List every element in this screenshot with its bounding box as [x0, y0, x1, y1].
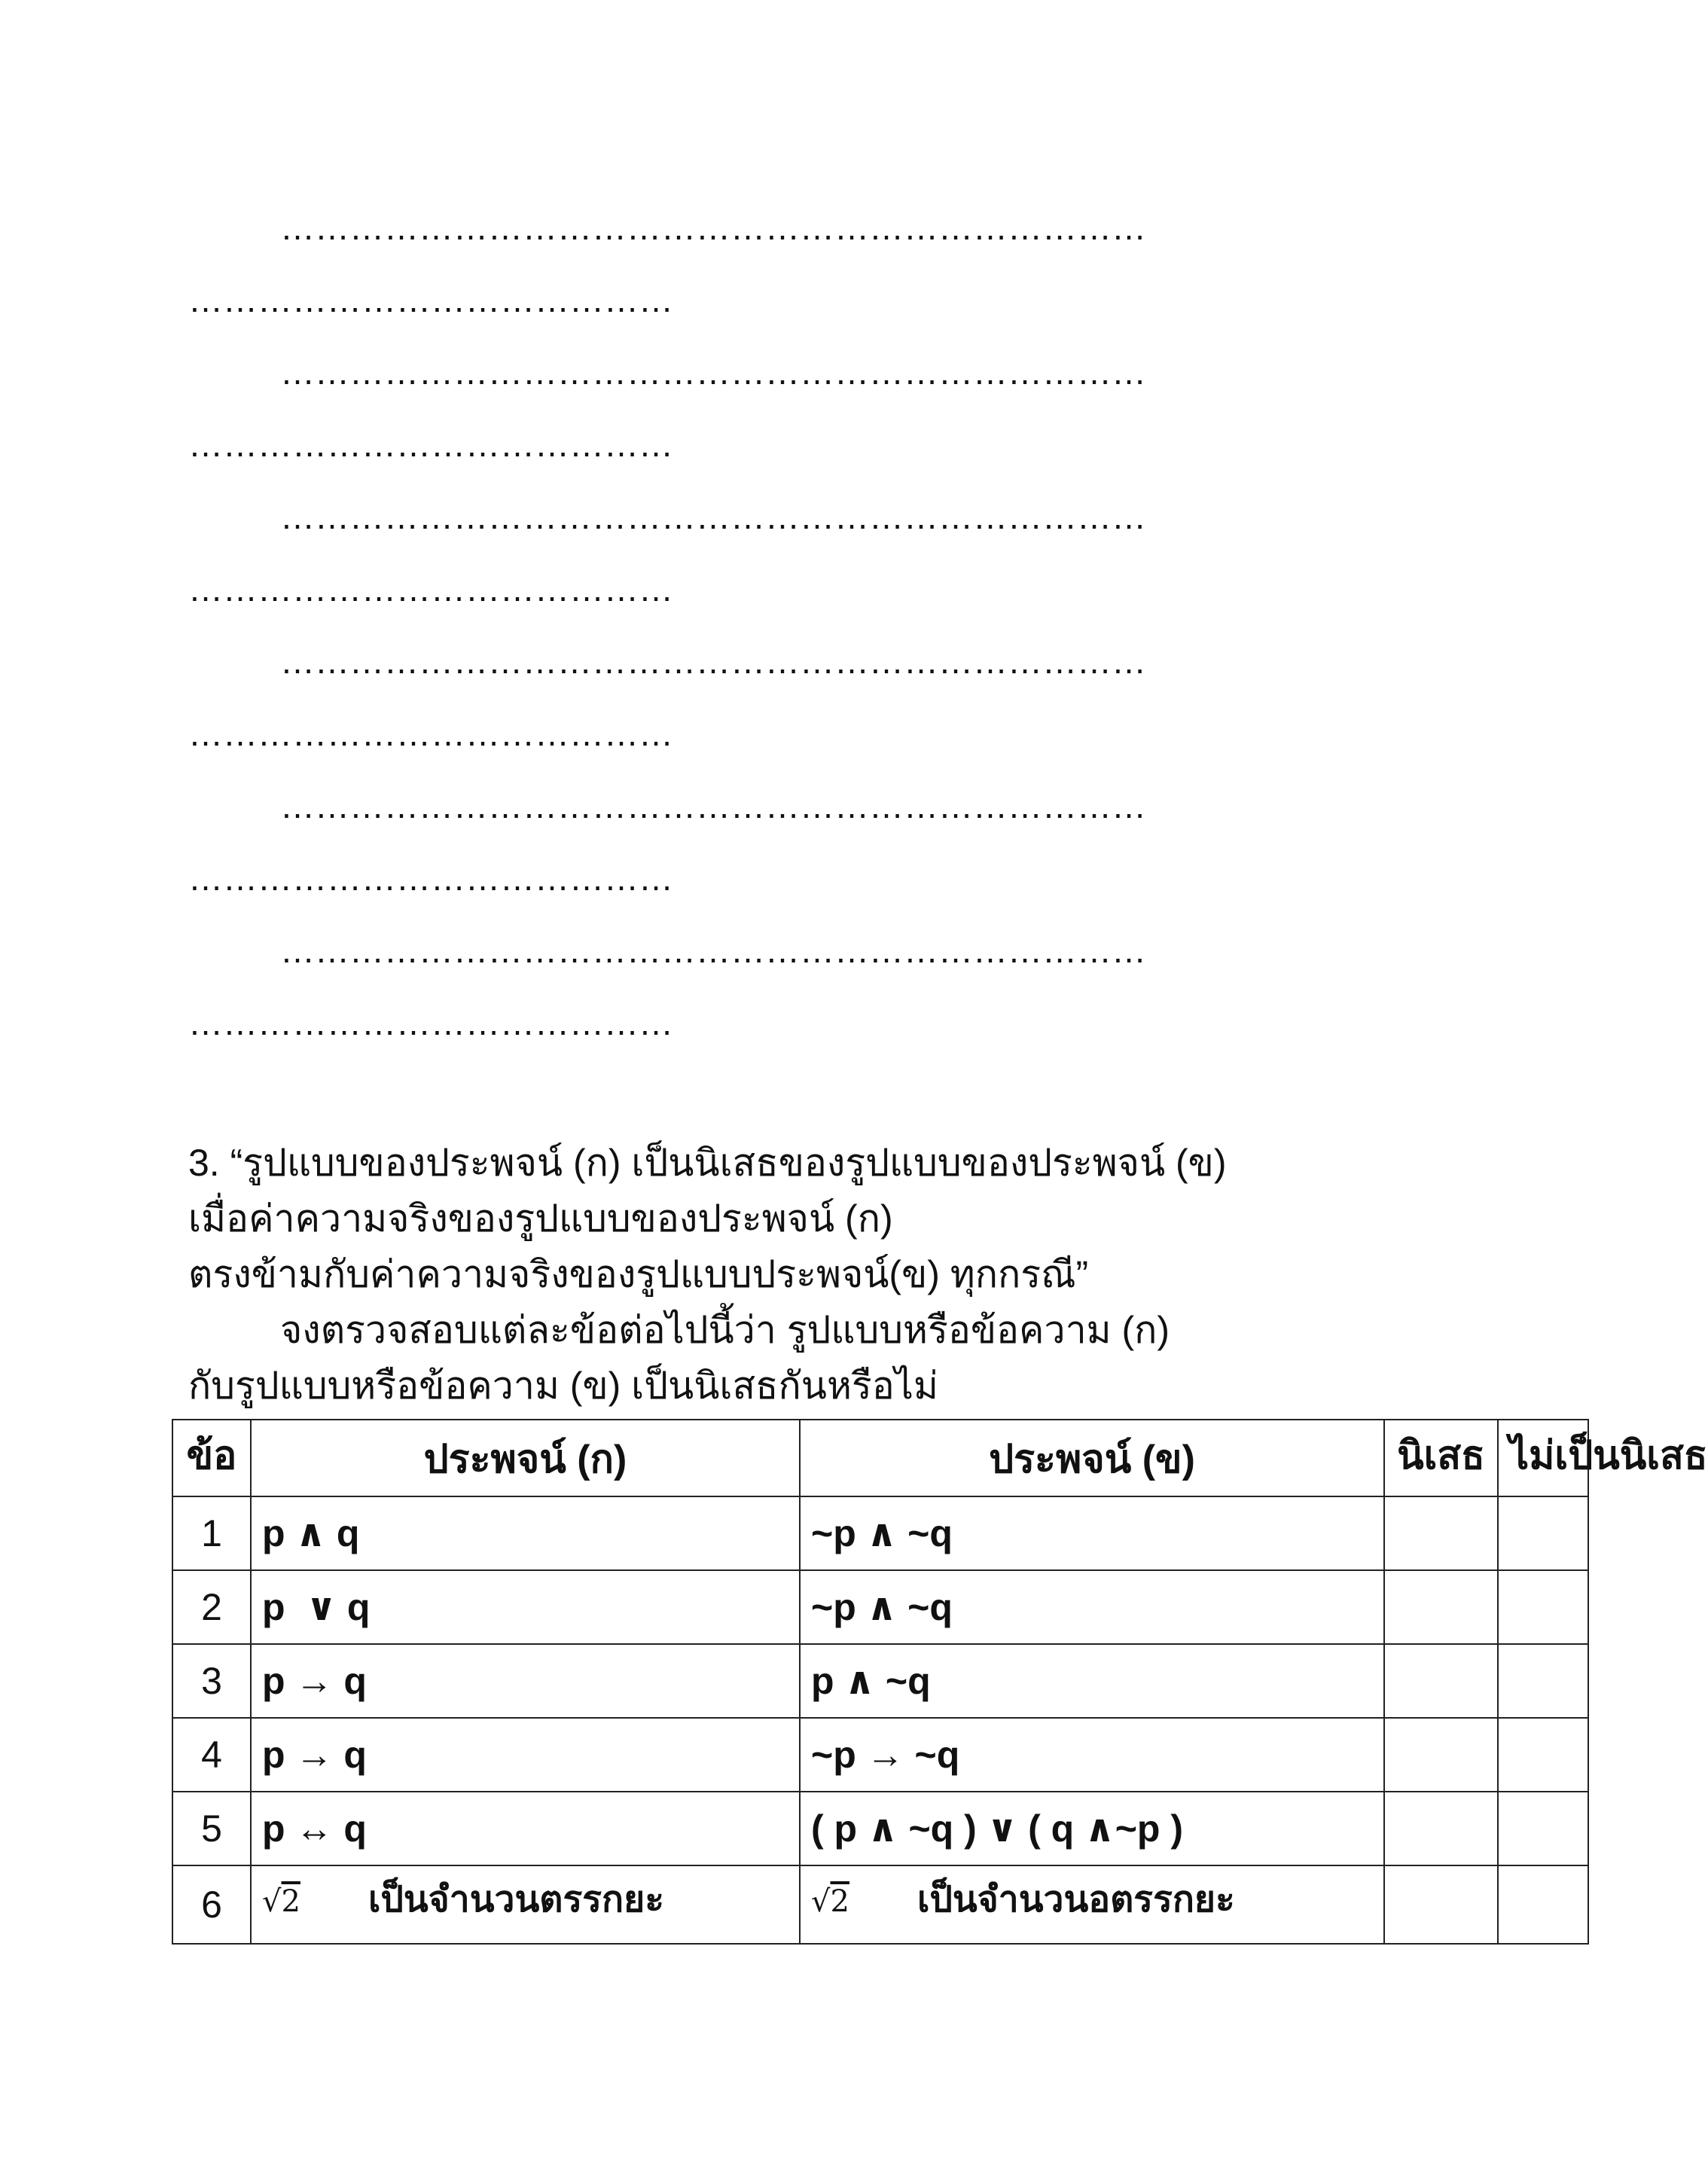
- statement-a: p → q: [251, 1718, 800, 1792]
- row-number: 4: [172, 1718, 251, 1792]
- question-line-5: กับรูปแบบหรือข้อความ (ข) เป็นนิเสธกันหรือไม่: [188, 1365, 938, 1407]
- statement-a: p ∧ q: [251, 1496, 800, 1570]
- question-line-4: จงตรวจสอบแต่ละข้อต่อไปนี้ว่า รูปแบบหรือข้อความ (ก): [280, 1309, 1170, 1351]
- answer-line: ……………………………………: [188, 569, 673, 609]
- header-not-negation: ไม่เป็นนิเสธ: [1498, 1420, 1588, 1496]
- answer-line: ……………………………………: [188, 1003, 673, 1042]
- table-row: [172, 1496, 1588, 1570]
- statement-b: ~p ∧ ~q: [800, 1570, 1384, 1644]
- not-negation-answer-cell[interactable]: [1498, 1718, 1588, 1792]
- statement-b: p ∧ ~q: [800, 1644, 1384, 1718]
- statement-b: ( p ∧ ~q ) ∨ ( q ∧~p ): [800, 1792, 1384, 1865]
- statement-a: p → q: [251, 1644, 800, 1718]
- row-number: 5: [172, 1792, 251, 1865]
- statement-a: p ∨ q: [251, 1570, 800, 1644]
- table-row: [172, 1718, 1588, 1792]
- answer-line: ……………………………………: [188, 714, 673, 753]
- table-row: [172, 1644, 1588, 1718]
- question-line-1: 3. “รูปแบบของประพจน์ (ก) เป็นนิเสธของรูปแบบของประพจน์ (ข): [188, 1142, 1227, 1184]
- table-header-row: [172, 1420, 1588, 1496]
- answer-line: …………………………………………………………………: [280, 352, 1146, 392]
- row-number: 6: [172, 1865, 251, 1944]
- row-number: 3: [172, 1644, 251, 1718]
- table-row: [172, 1792, 1588, 1865]
- table-row: [172, 1570, 1588, 1644]
- statement-b: ~p → ~q: [800, 1718, 1384, 1792]
- table-row: [172, 1865, 1588, 1944]
- row-number: 2: [172, 1570, 251, 1644]
- header-statement-b: ประพจน์ (ข): [800, 1420, 1384, 1496]
- sqrt-expression: √2: [811, 1884, 849, 1919]
- answer-line: …………………………………………………………………: [280, 642, 1146, 681]
- header-negation: นิเสธ: [1384, 1420, 1498, 1496]
- answer-line: …………………………………………………………………: [280, 208, 1146, 247]
- statement-a: [251, 1865, 800, 1944]
- answer-line: …………………………………………………………………: [280, 497, 1146, 536]
- answer-line: ……………………………………: [188, 280, 673, 319]
- not-negation-answer-cell[interactable]: [1498, 1644, 1588, 1718]
- answer-line: …………………………………………………………………: [280, 931, 1146, 970]
- row-number: 1: [172, 1496, 251, 1570]
- statement-b: ~p ∧ ~q: [800, 1496, 1384, 1570]
- not-negation-answer-cell[interactable]: [1498, 1865, 1588, 1944]
- not-negation-answer-cell[interactable]: [1498, 1792, 1588, 1865]
- negation-answer-cell[interactable]: [1384, 1718, 1498, 1792]
- answer-line: ……………………………………: [188, 425, 673, 464]
- header-no: ข้อ: [172, 1420, 251, 1496]
- question-line-2: เมื่อค่าความจริงของรูปแบบของประพจน์ (ก): [188, 1197, 893, 1240]
- answer-line: …………………………………………………………………: [280, 786, 1146, 825]
- statement-b: [800, 1865, 1384, 1944]
- not-negation-answer-cell[interactable]: [1498, 1496, 1588, 1570]
- not-negation-answer-cell[interactable]: [1498, 1570, 1588, 1644]
- question-line-3: ตรงข้ามกับค่าความจริงของรูปแบบประพจน์(ข) ทุกกรณี”: [188, 1253, 1089, 1295]
- statement-a: p ↔ q: [251, 1792, 800, 1865]
- statement-b-text: เป็นจำนวนอตรรกยะ: [917, 1880, 1235, 1920]
- statement-a-text: เป็นจำนวนตรรกยะ: [368, 1880, 664, 1920]
- negation-answer-cell[interactable]: [1384, 1644, 1498, 1718]
- negation-answer-cell[interactable]: [1384, 1865, 1498, 1944]
- answer-line: ……………………………………: [188, 859, 673, 898]
- header-statement-a: ประพจน์ (ก): [251, 1420, 800, 1496]
- negation-answer-cell[interactable]: [1384, 1496, 1498, 1570]
- negation-table: [172, 1419, 1708, 1945]
- negation-answer-cell[interactable]: [1384, 1792, 1498, 1865]
- sqrt-expression: √2: [262, 1884, 300, 1919]
- negation-answer-cell[interactable]: [1384, 1570, 1498, 1644]
